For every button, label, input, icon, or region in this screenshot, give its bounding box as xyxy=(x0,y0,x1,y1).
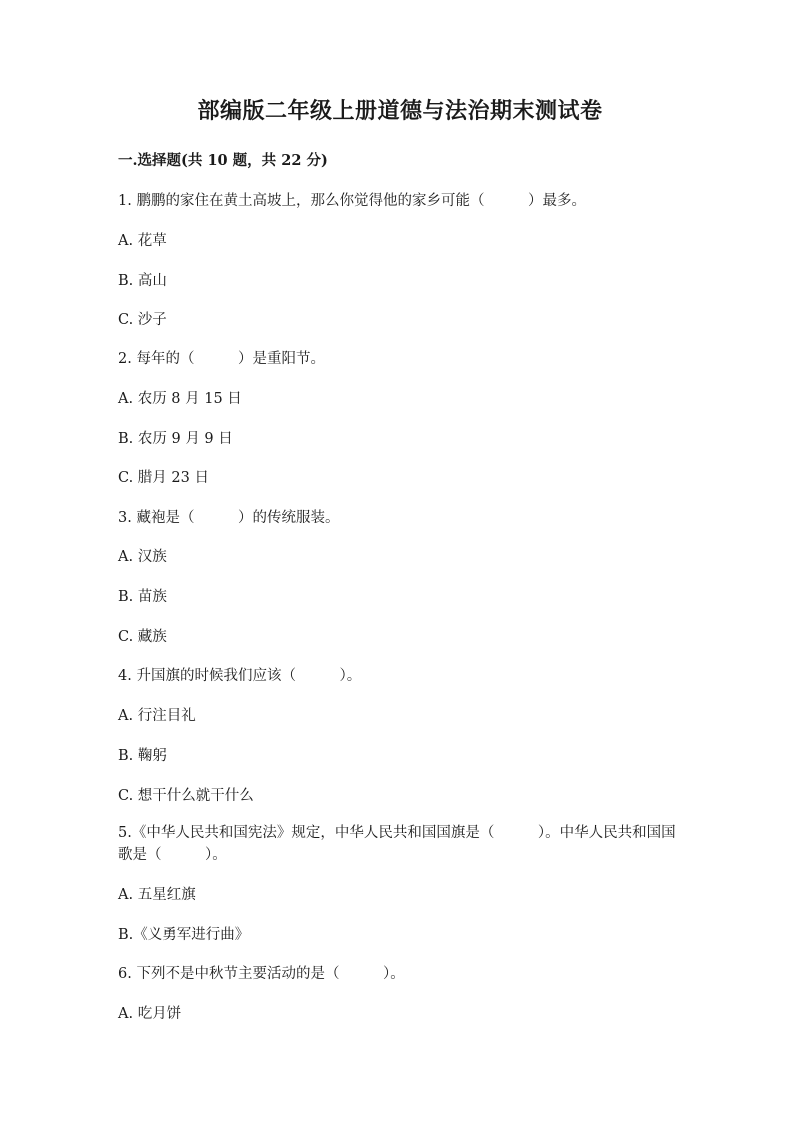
section-heading: 一.选择题(共 10 题，共 22 分) xyxy=(118,152,328,169)
question-6-stem: 6. 下列不是中秋节主要活动的是（ ）。 xyxy=(118,966,405,982)
question-4-stem: 4. 升国旗的时候我们应该（ ）。 xyxy=(118,668,362,684)
question-4-option-a: A. 行注目礼 xyxy=(118,708,196,724)
question-4-option-c: C. 想干什么就干什么 xyxy=(118,788,254,804)
question-5-option-b: B.《义勇军进行曲》 xyxy=(118,927,250,943)
question-3-option-c: C. 藏族 xyxy=(118,629,167,645)
question-2-option-c: C. 腊月 23 日 xyxy=(118,470,209,486)
question-3-option-b: B. 苗族 xyxy=(118,589,167,605)
page-title: 部编版二年级上册道德与法治期末测试卷 xyxy=(197,98,603,124)
question-2-stem: 2. 每年的（ ）是重阳节。 xyxy=(118,351,325,367)
question-3-stem: 3. 藏袍是（ ）的传统服装。 xyxy=(118,510,340,526)
question-6-option-a: A. 吃月饼 xyxy=(118,1006,182,1022)
question-2-option-b: B. 农历 9 月 9 日 xyxy=(118,431,233,447)
question-1-option-a: A. 花草 xyxy=(118,233,167,249)
question-4-option-b: B. 鞠躬 xyxy=(118,748,167,764)
question-5-stem: 5.《中华人民共和国宪法》规定，中华人民共和国国旗是（ ）。中华人民共和国国歌是（ ）。 xyxy=(118,825,676,863)
question-1-option-b: B. 高山 xyxy=(118,273,167,289)
question-2-option-a: A. 农历 8 月 15 日 xyxy=(118,391,242,407)
question-3-option-a: A. 汉族 xyxy=(118,549,167,565)
question-1-stem: 1. 鹏鹏的家住在黄土高坡上，那么你觉得他的家乡可能（ ）最多。 xyxy=(118,193,586,209)
question-1-option-c: C. 沙子 xyxy=(118,312,167,328)
question-5-option-a: A. 五星红旗 xyxy=(118,887,196,903)
